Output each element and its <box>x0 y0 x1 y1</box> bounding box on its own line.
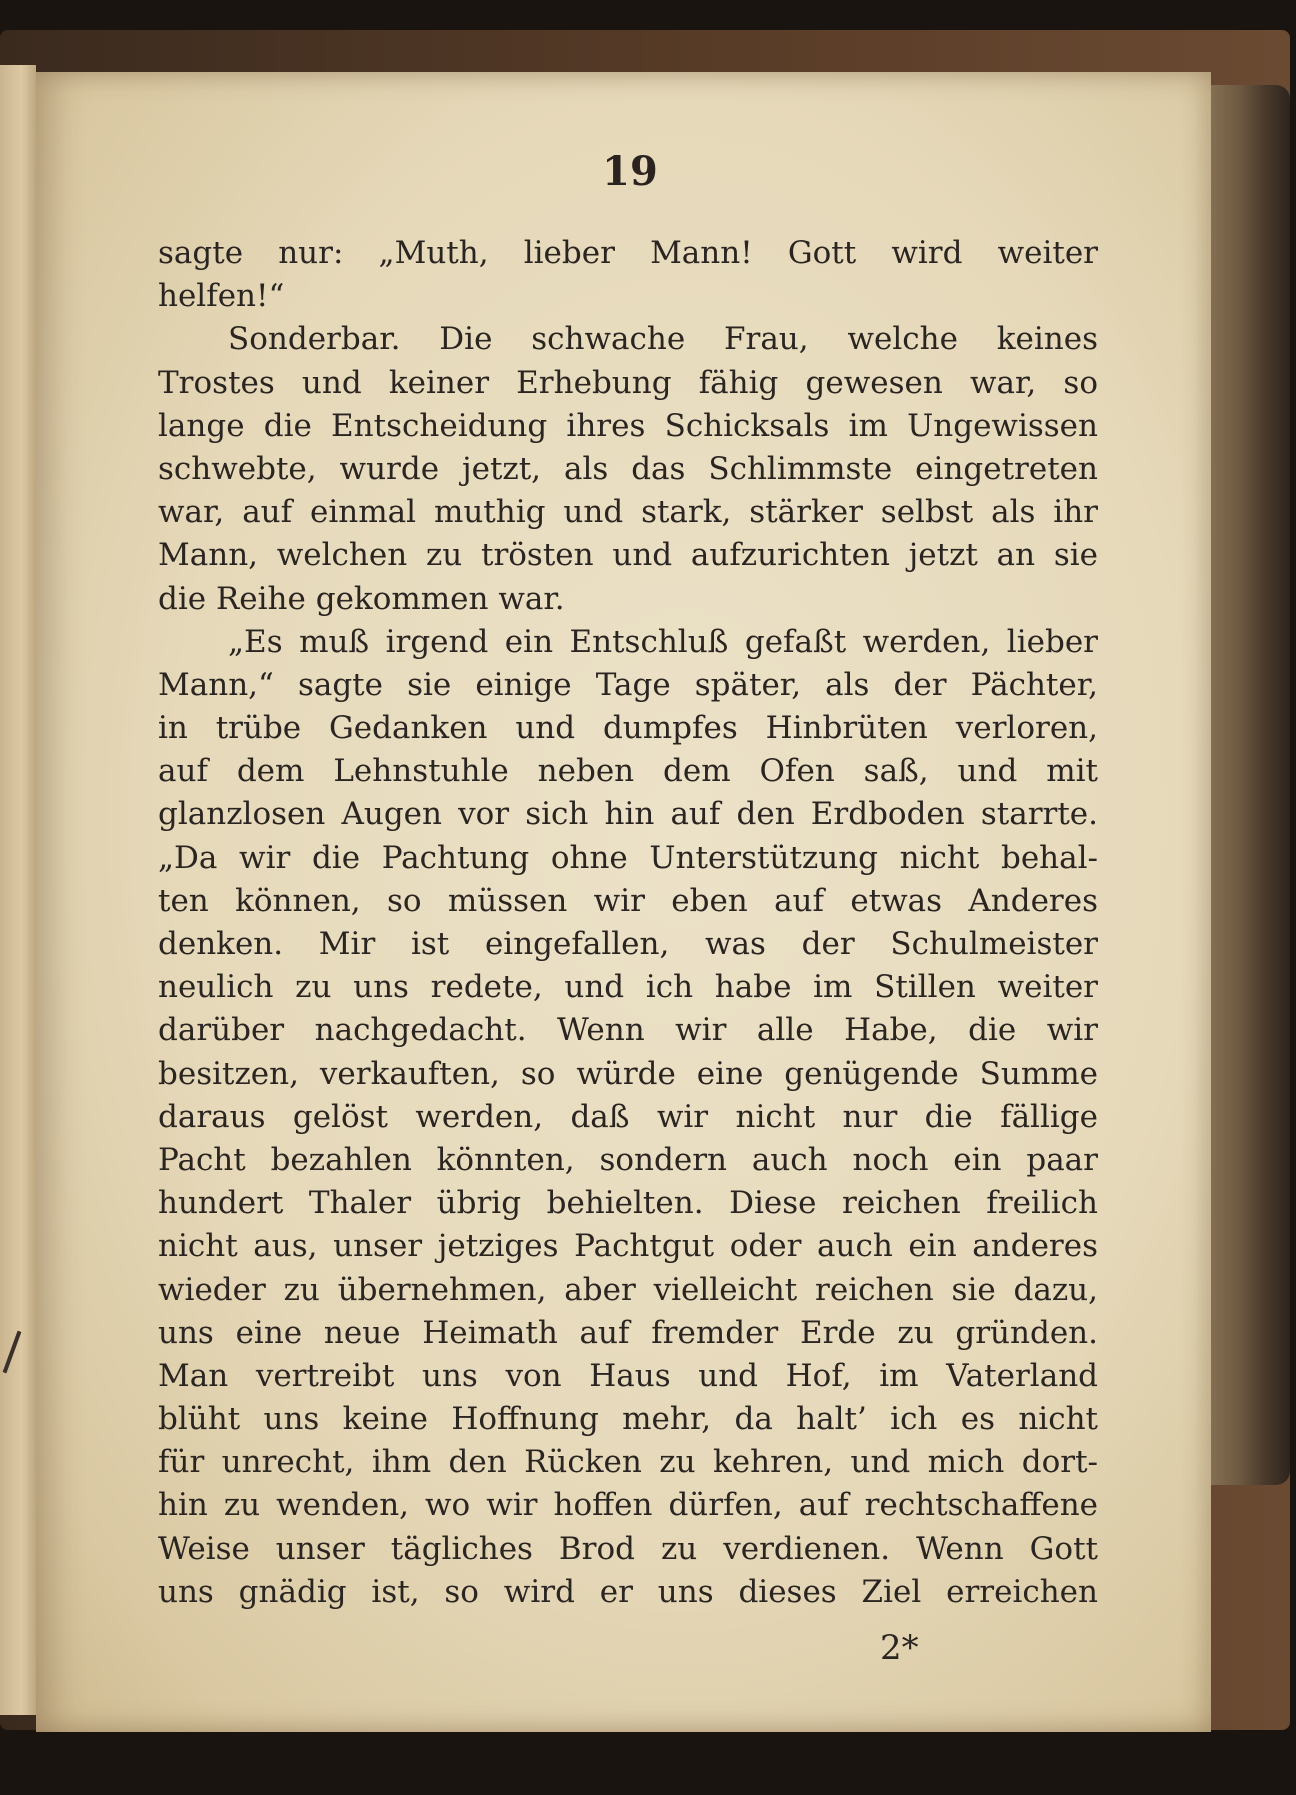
page-edges <box>1205 85 1290 1485</box>
text-line: hin zu wenden, wo wir hoffen dürfen, auf rechtschaffene <box>158 1487 1098 1524</box>
signature-mark: 2* <box>880 1628 919 1668</box>
text-line: schwebte, wurde jetzt, als das Schlimmste eingetreten <box>158 450 1098 487</box>
text-line: in trübe Gedanken und dumpfes Hinbrüten verloren, <box>158 710 1098 747</box>
text-line: nicht aus, unser jetziges Pachtgut oder auch ein anderes <box>158 1228 1098 1265</box>
text-line: war, auf einmal muthig und stark, stärker selbst als ihr <box>158 494 1098 531</box>
text-line: auf dem Lehnstuhle neben dem Ofen saß, und mit <box>158 753 1098 790</box>
text-line: Trostes und keiner Erhebung fähig gewesen war, so <box>158 364 1098 401</box>
text-line: uns eine neue Heimath auf fremder Erde zu gründen. <box>158 1314 1098 1351</box>
text-line: daraus gelöst werden, daß wir nicht nur die fällige <box>158 1098 1098 1135</box>
body-text <box>158 232 1098 1614</box>
text-line: neulich zu uns redete, und ich habe im Stillen weiter <box>158 969 1098 1006</box>
text-line: besitzen, verkauften, so würde eine genügende Summe <box>158 1055 1098 1092</box>
text-line: Weise unser tägliches Brod zu verdienen. Wenn Gott <box>158 1530 1098 1567</box>
text-line: uns gnädig ist, so wird er uns dieses Ziel erreichen <box>158 1573 1098 1610</box>
text-line: „Es muß irgend ein Entschluß gefaßt werden, lieber <box>228 623 1098 660</box>
text-line: die Reihe gekommen war. <box>158 580 565 617</box>
left-page-edge <box>0 65 36 1715</box>
text-line: ten können, so müssen wir eben auf etwas Anderes <box>158 882 1098 919</box>
text-line: glanzlosen Augen vor sich hin auf den Erdboden starrte. <box>158 796 1098 833</box>
text-line: helfen!“ <box>158 278 285 315</box>
text-line: Pacht bezahlen könnten, sondern auch noch ein paar <box>158 1141 1098 1178</box>
text-line: darüber nachgedacht. Wenn wir alle Habe, die wir <box>158 1012 1098 1049</box>
text-line: „Da wir die Pachtung ohne Unterstützung nicht behal- <box>158 839 1098 876</box>
text-line: Man vertreibt uns von Haus und Hof, im Vaterland <box>158 1357 1098 1394</box>
text-line: sagte nur: „Muth, lieber Mann! Gott wird weiter <box>158 235 1098 271</box>
text-line: Sonderbar. Die schwache Frau, welche keines <box>228 321 1098 358</box>
page-number: 19 <box>602 148 658 195</box>
text-line: blüht uns keine Hoffnung mehr, da halt’ ich es nicht <box>158 1401 1098 1438</box>
text-line: lange die Entscheidung ihres Schicksals im Ungewissen <box>158 407 1098 444</box>
text-line: hundert Thaler übrig behielten. Diese reichen freilich <box>158 1185 1098 1222</box>
text-line: Mann, welchen zu trösten und aufzurichten jetzt an sie <box>158 537 1098 574</box>
text-line: Mann,“ sagte sie einige Tage später, als der Pächter, <box>158 666 1098 703</box>
text-line: denken. Mir ist eingefallen, was der Schulmeister <box>158 926 1098 962</box>
text-line: wieder zu übernehmen, aber vielleicht reichen sie dazu, <box>158 1271 1098 1308</box>
text-line: für unrecht, ihm den Rücken zu kehren, und mich dort- <box>158 1444 1098 1481</box>
